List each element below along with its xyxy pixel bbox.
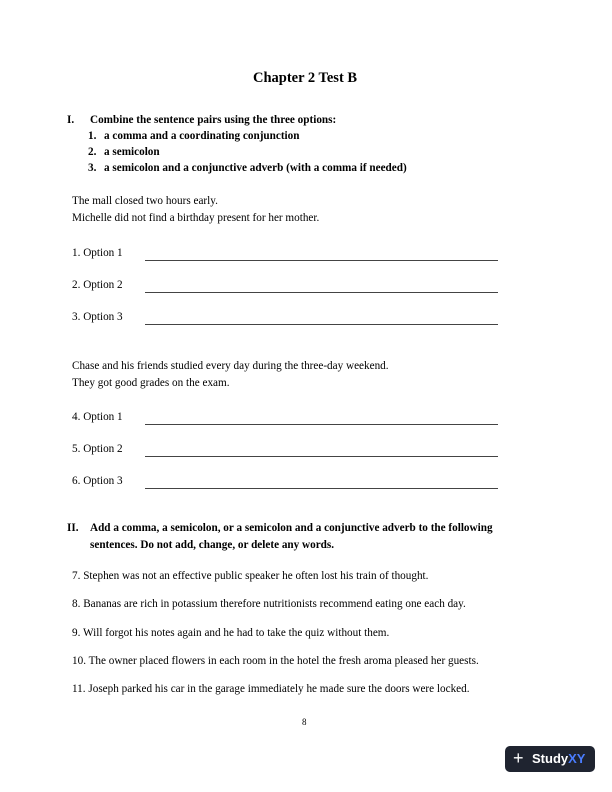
answer-label-3: 3. Option 3 <box>72 311 123 323</box>
section-2-heading-line1: Add a comma, a semicolon, or a semicolon and a conjunctive adverb to the following <box>90 522 493 534</box>
answer-line-6[interactable] <box>145 488 498 489</box>
option-1-num: 1. <box>88 130 97 142</box>
answer-line-4[interactable] <box>145 424 498 425</box>
answer-label-5: 5. Option 2 <box>72 443 123 455</box>
pair2-sentence-1: Chase and his friends studied every day during the three-day weekend. <box>72 360 389 372</box>
pair1-sentence-1: The mall closed two hours early. <box>72 195 218 207</box>
sentence-item-11: 11. Joseph parked his car in the garage immediately he made sure the doors were locked. <box>72 683 470 695</box>
page-title: Chapter 2 Test B <box>253 70 358 86</box>
badge-logo-text: StudyXY <box>532 751 586 766</box>
studyxy-badge[interactable] <box>505 746 595 772</box>
answer-label-6: 6. Option 3 <box>72 475 123 487</box>
sentence-item-9: 9. Will forgot his notes again and he had to take the quiz without them. <box>72 627 390 639</box>
page-number: 8 <box>302 717 307 727</box>
option-1-text: a comma and a coordinating conjunction <box>104 130 300 142</box>
answer-label-2: 2. Option 2 <box>72 279 123 291</box>
pair1-sentence-2: Michelle did not find a birthday present for her mother. <box>72 212 320 224</box>
answer-line-1[interactable] <box>145 260 498 261</box>
plus-icon: + <box>513 748 524 768</box>
section-2-heading-line2: sentences. Do not add, change, or delete any words. <box>90 539 335 551</box>
option-3-num: 3. <box>88 162 97 174</box>
section-1-numeral: I. <box>67 114 75 126</box>
answer-label-1: 1. Option 1 <box>72 247 123 259</box>
option-2-text: a semicolon <box>104 146 160 158</box>
section-2-numeral: II. <box>67 522 79 534</box>
sentence-item-10: 10. The owner placed flowers in each room in the hotel the fresh aroma pleased her guests. <box>72 655 479 667</box>
answer-line-2[interactable] <box>145 292 498 293</box>
answer-line-3[interactable] <box>145 324 498 325</box>
answer-label-4: 4. Option 1 <box>72 411 123 423</box>
sentence-item-8: 8. Bananas are rich in potassium therefore nutritionists recommend eating one each day. <box>72 598 466 610</box>
section-1-heading: Combine the sentence pairs using the three options: <box>90 114 337 126</box>
pair2-sentence-2: They got good grades on the exam. <box>72 377 230 389</box>
option-3-text: a semicolon and a conjunctive adverb (with a comma if needed) <box>104 162 407 174</box>
option-2-num: 2. <box>88 146 97 158</box>
answer-line-5[interactable] <box>145 456 498 457</box>
sentence-item-7: 7. Stephen was not an effective public speaker he often lost his train of thought. <box>72 570 429 582</box>
